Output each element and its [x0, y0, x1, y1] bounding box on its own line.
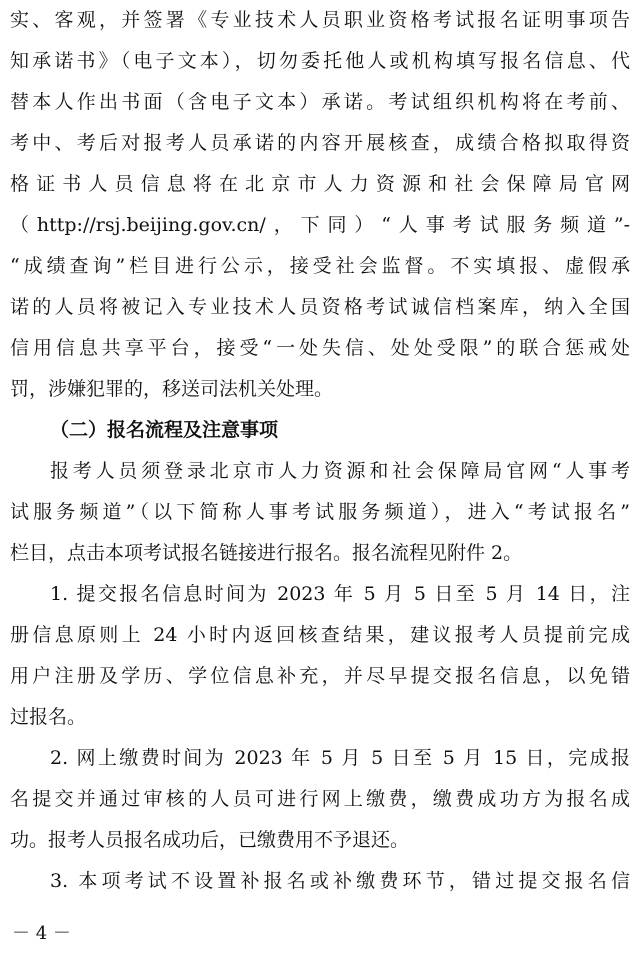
document-body: [10, 0, 630, 902]
text-line: 报考人员须登录北京市人力资源和社会保障局官网“人事考: [50, 460, 630, 482]
text-line: 3. 本项考试不设置补报名或补缴费环节，错过提交报名信: [50, 870, 630, 892]
section-heading: （二）报名流程及注意事项: [50, 419, 279, 441]
text-line: 知承诺书》（电子文本），切勿委托他人或机构填写报名信息、代: [10, 50, 630, 72]
text-line: 过报名。: [10, 706, 87, 728]
text-line: 2. 网上缴费时间为 2023 年 5 月 5 日至 5 月 15 日，完成报: [50, 747, 630, 769]
text-line: 考中、考后对报考人员承诺的内容开展核查，成绩合格拟取得资: [10, 132, 630, 154]
text-line: “成绩查询”栏目进行公示，接受社会监督。不实填报、虚假承: [10, 255, 630, 277]
text-line: 1. 提交报名信息时间为 2023 年 5 月 5 日至 5 月 14 日，注: [50, 583, 630, 605]
text-line: 试服务频道”（以下简称人事考试服务频道），进入“考试报名”: [10, 501, 630, 523]
text-line: 册信息原则上 24 小时内返回核查结果，建议报考人员提前完成: [10, 624, 630, 646]
text-line: 替本人作出书面（含电子文本）承诺。考试组织机构将在考前、: [10, 91, 630, 113]
text-line: 栏目，点击本项考试报名链接进行报名。报名流程见附件 2。: [10, 542, 523, 564]
text-line: 罚，涉嫌犯罪的，移送司法机关处理。: [10, 378, 334, 400]
text-line: 信用信息共享平台，接受“一处失信、处处受限”的联合惩戒处: [10, 337, 630, 359]
page-number: － 4 －: [12, 923, 71, 944]
text-line: 名提交并通过审核的人员可进行网上缴费，缴费成功方为报名成: [10, 788, 630, 810]
text-line: 诺的人员将被记入专业技术人员资格考试诚信档案库，纳入全国: [10, 296, 630, 318]
text-line: 格证书人员信息将在北京市人力资源和社会保障局官网: [10, 173, 630, 195]
text-line: 用户注册及学历、学位信息补充，并尽早提交报名信息，以免错: [10, 665, 630, 687]
text-line: （http://rsj.beijing.gov.cn/，下同）“人事考试服务频道”-: [10, 214, 630, 236]
text-line: 实、客观，并签署《专业技术人员职业资格考试报名证明事项告: [10, 9, 630, 31]
text-line: 功。报考人员报名成功后，已缴费用不予退还。: [10, 829, 410, 851]
